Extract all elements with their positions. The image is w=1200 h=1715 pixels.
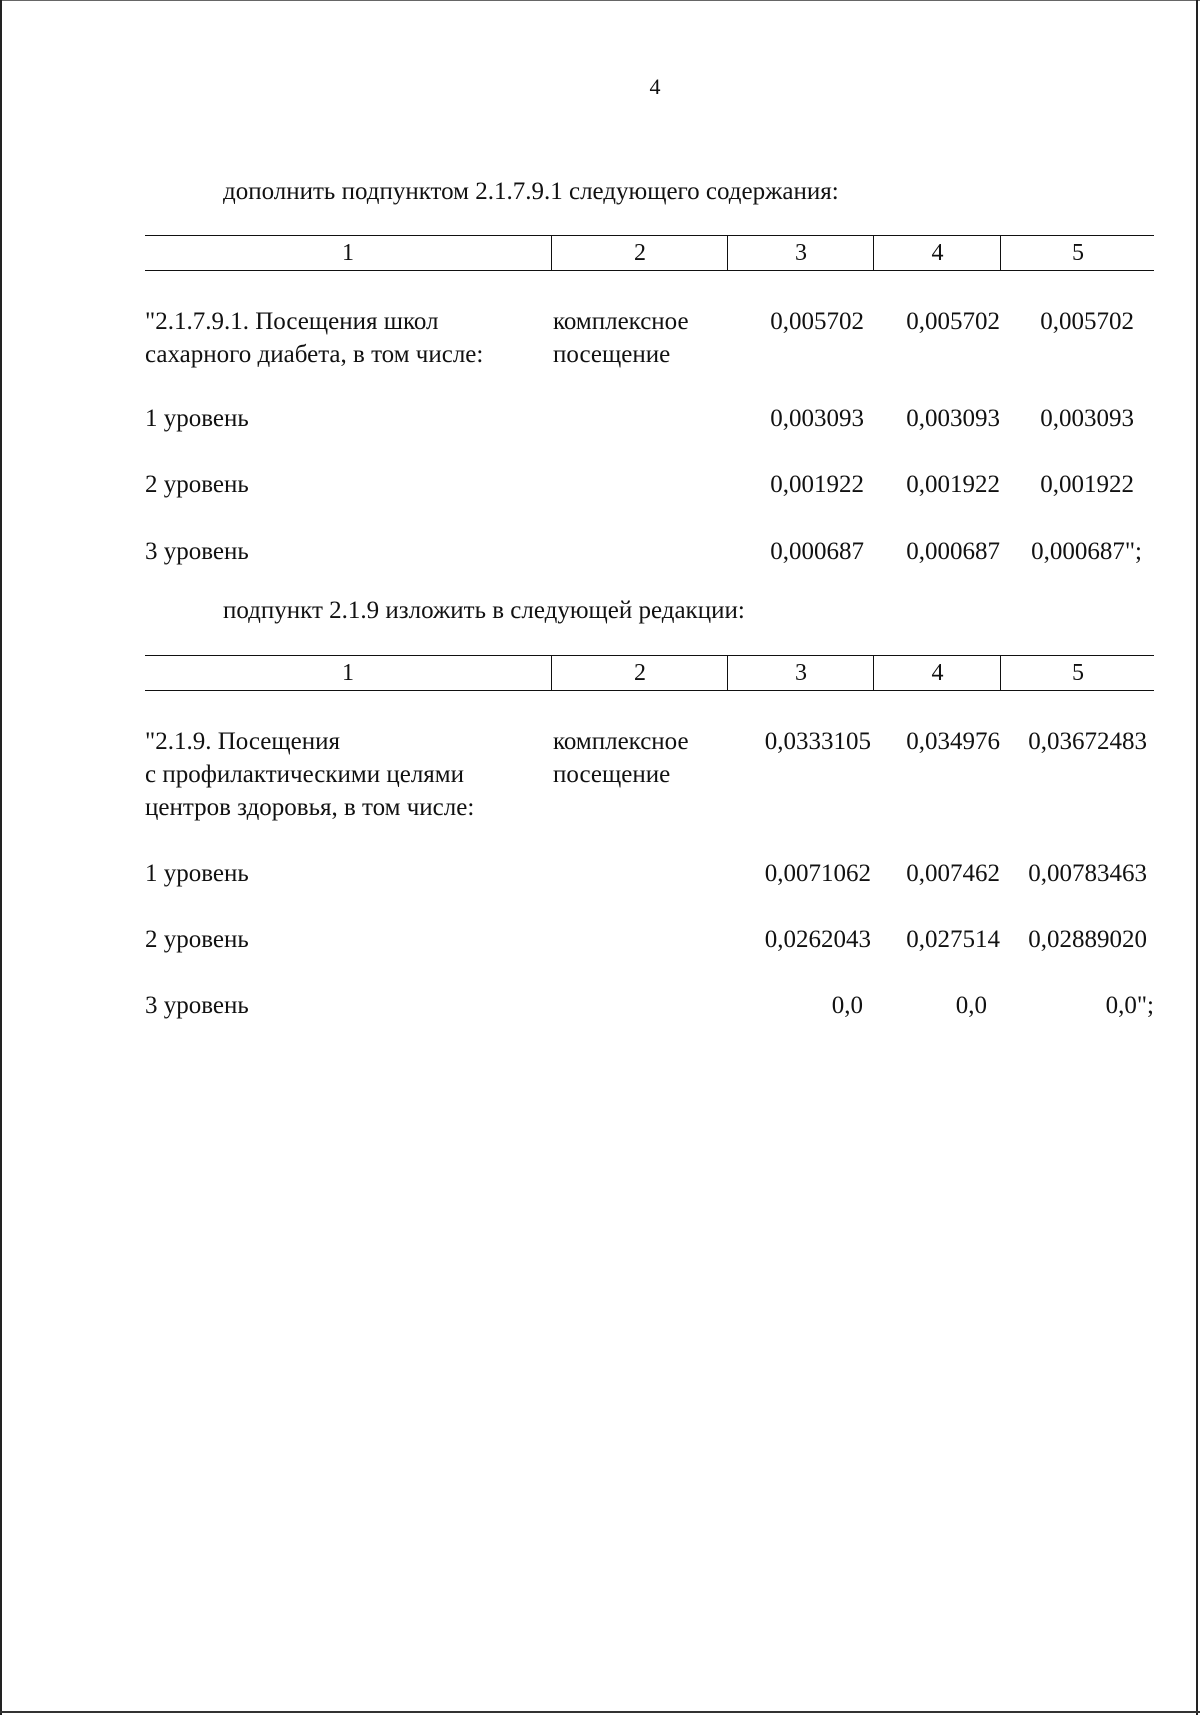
page-number: 4 <box>649 74 661 99</box>
row-label: 3 уровень <box>145 992 249 1019</box>
value-col3: 0,005702 <box>770 308 864 335</box>
table2-header-col1: 1 <box>342 660 354 686</box>
table2-header-col4: 4 <box>873 656 1001 690</box>
value-col3: 0,003093 <box>770 405 864 432</box>
value-col4: 0,001922 <box>906 471 1000 498</box>
value-col5: 0,0"; <box>1105 992 1154 1019</box>
row-label-line: "2.1.9. Посещения <box>145 728 340 755</box>
scan-edge-right <box>1196 0 1198 1715</box>
row-label: 2 уровень <box>145 926 249 953</box>
value-col3: 0,0333105 <box>764 728 871 755</box>
value-col3: 0,0 <box>831 992 863 1019</box>
value-col5: 0,003093 <box>1040 405 1134 432</box>
table1-header <box>145 235 1154 271</box>
value-col4: 0,005702 <box>906 308 1000 335</box>
value-col5: 0,02889020 <box>1028 926 1147 953</box>
row-label-line: с профилактическими целями <box>145 761 465 788</box>
value-col4: 0,034976 <box>906 728 1000 755</box>
value-col4: 0,000687 <box>906 538 1000 565</box>
row-unit <box>553 725 723 791</box>
table1-header-col5: 5 <box>1000 236 1155 270</box>
row-unit-line: посещение <box>553 341 671 368</box>
table1-intro: дополнить подпунктом 2.1.7.9.1 следующего содержания: <box>223 178 839 205</box>
value-col5: 0,03672483 <box>1028 728 1147 755</box>
row-label-line: сахарного диабета, в том числе: <box>145 341 484 368</box>
row-label <box>145 725 545 824</box>
table2-header-col3: 3 <box>727 656 874 690</box>
row-unit <box>553 305 723 371</box>
value-col4: 0,027514 <box>906 926 1000 953</box>
value-col4: 0,0 <box>955 992 987 1019</box>
table2-header-col5: 5 <box>1000 656 1155 690</box>
table2-header-col2: 2 <box>551 656 728 690</box>
row-unit-line: комплексное <box>553 308 689 335</box>
value-col3: 0,0262043 <box>764 926 871 953</box>
table2-header <box>145 655 1154 691</box>
table1-header-col4: 4 <box>873 236 1001 270</box>
value-col5: 0,000687"; <box>1031 538 1142 565</box>
value-col3: 0,000687 <box>770 538 864 565</box>
row-label <box>145 305 545 371</box>
value-col5: 0,00783463 <box>1028 860 1147 887</box>
value-col3: 0,0071062 <box>764 860 871 887</box>
scan-edge-left <box>0 0 2 1715</box>
row-label: 2 уровень <box>145 471 249 498</box>
row-label-line: центров здоровья, в том числе: <box>145 794 475 821</box>
row-label-line: "2.1.7.9.1. Посещения школ <box>145 308 439 335</box>
row-label: 3 уровень <box>145 538 249 565</box>
value-col4: 0,007462 <box>906 860 1000 887</box>
table2-intro: подпункт 2.1.9 изложить в следующей редакции: <box>223 597 745 624</box>
value-col4: 0,003093 <box>906 405 1000 432</box>
value-col3: 0,001922 <box>770 471 864 498</box>
table1-header-col3: 3 <box>727 236 874 270</box>
row-unit-line: комплексное <box>553 728 689 755</box>
row-unit-line: посещение <box>553 761 671 788</box>
row-label: 1 уровень <box>145 405 249 432</box>
table1-header-col1: 1 <box>342 240 354 266</box>
scan-edge-bottom <box>0 1711 1200 1713</box>
table1-header-col2: 2 <box>551 236 728 270</box>
scan-edge-top <box>0 0 1200 1</box>
value-col5: 0,001922 <box>1040 471 1134 498</box>
row-label: 1 уровень <box>145 860 249 887</box>
value-col5: 0,005702 <box>1040 308 1134 335</box>
